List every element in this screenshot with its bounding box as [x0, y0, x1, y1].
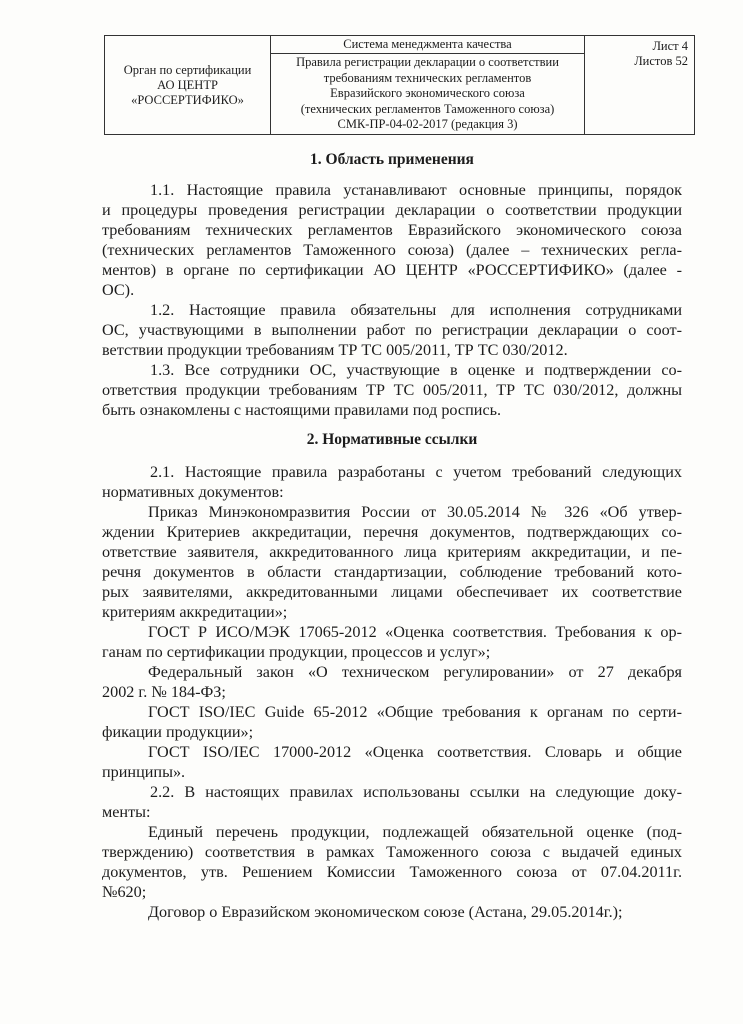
section-2-title: 2. Нормативные ссылки: [306, 431, 478, 448]
text-line: речня документов в области стандартизации, соблюдение требований кото-: [102, 563, 682, 581]
text-line: 2.1. Настоящие правила разработаны с учетом требований следующих: [150, 463, 682, 481]
text-line: 1.2. Настоящие правила обязательны для исполнения сотрудниками: [150, 301, 682, 319]
text-line: ГОСТ Р ИСО/МЭК 17065-2012 «Оценка соответствия. Требования к ор-: [148, 623, 682, 641]
rules-line: СМК-ПР-04-02-2017 (редакция 3): [337, 117, 518, 131]
text-line: критериям аккредитации»;: [102, 603, 288, 621]
section-1-title: 1. Область применения: [310, 151, 474, 168]
sheet-number: Лист 4: [652, 39, 688, 53]
header-middle: [271, 36, 585, 134]
text-line: ждении Критериев аккредитации, перечня документов, подтверждающих со-: [102, 523, 682, 541]
text-line: ответствие заявителя, аккредитованного лица критериям аккредитации, и пе-: [102, 543, 682, 561]
header-table: [104, 35, 695, 135]
text-line: ОС).: [102, 281, 135, 299]
section-2-body: [102, 462, 682, 922]
text-line: ГОСТ ISO/IEC Guide 65-2012 «Общие требования к органам по серти-: [148, 703, 682, 721]
sheets-total: Листов 52: [634, 54, 688, 68]
text-line: Приказ Минэкономразвития России от 30.05.2014 № 326 «Об утвер-: [148, 503, 682, 521]
text-line: менты:: [102, 803, 151, 821]
text-line: принципы».: [102, 763, 186, 781]
rules-line: (технических регламентов Таможенного союза): [300, 101, 555, 116]
text-line: №620;: [102, 883, 147, 901]
section-1-body: [102, 180, 682, 420]
header-sheet-info: [585, 36, 694, 134]
org-line: «РОССЕРТИФИКО»: [131, 92, 244, 107]
text-line: ГОСТ ISO/IEC 17000-2012 «Оценка соответствия. Словарь и общие: [148, 743, 682, 761]
text-line: рых заявителями, аккредитованными лицами обеспечивает их соответствие: [102, 583, 682, 601]
text-line: документов, утв. Решением Комиссии Таможенного союза от 07.04.2011г.: [102, 863, 682, 881]
text-line: 1.1. Настоящие правила устанавливают основные принципы, порядок: [150, 181, 682, 199]
text-line: ответствия продукции требованиям ТР ТС 005/2011, ТР ТС 030/2012, должны: [102, 381, 682, 399]
text-line: Договор о Евразийском экономическом союзе (Астана, 29.05.2014г.);: [148, 903, 623, 921]
rules-line: требованиям технических регламентов: [323, 70, 532, 85]
text-line: и процедуры проведения регистрации декларации о соответствии продукции: [102, 201, 682, 219]
text-line: 2002 г. № 184-ФЗ;: [102, 683, 226, 701]
text-line: нормативных документов:: [102, 483, 284, 501]
header-system-title: Система менеджмента качества: [271, 36, 584, 54]
text-line: 2.2. В настоящих правилах использованы ссылки на следующие доку-: [150, 783, 682, 801]
text-line: быть ознакомлены с настоящими правилами под роспись.: [102, 401, 502, 419]
rules-line: Евразийского экономического союза: [330, 86, 525, 100]
text-line: ОС, участвующими в выполнении работ по регистрации декларации о соот-: [102, 321, 682, 339]
text-line: фикации продукции»;: [102, 723, 254, 741]
text-line: Единый перечень продукции, подлежащей обязательной оценке (под-: [148, 823, 682, 841]
text-line: Федеральный закон «О техническом регулировании» от 27 декабря: [148, 663, 682, 681]
text-line: ментов) в органе по сертификации АО ЦЕНТР «РОССЕРТИФИКО» (далее -: [102, 261, 682, 279]
text-line: требованиям технических регламентов Евразийского экономического союза: [102, 221, 682, 239]
rules-line: Правила регистрации декларации о соответствии: [296, 55, 559, 69]
text-line: (технических регламентов Таможенного союза) (далее – технических регла-: [102, 241, 682, 259]
header-rules-title: [271, 54, 584, 134]
header-organization: [105, 36, 271, 134]
text-line: 1.3. Все сотрудники ОС, участвующие в оценке и подтверждении со-: [150, 361, 682, 379]
org-line: АО ЦЕНТР: [157, 77, 218, 92]
text-line: ганам по сертификации продукции, процессов и услуг»;: [102, 643, 491, 661]
org-line: Орган по сертификации: [123, 62, 252, 77]
text-line: ветствии продукции требованиям ТР ТС 005/2011, ТР ТС 030/2012.: [102, 341, 568, 359]
text-line: тверждению) соответствия в рамках Таможенного союза с выдачей единых: [102, 843, 682, 861]
